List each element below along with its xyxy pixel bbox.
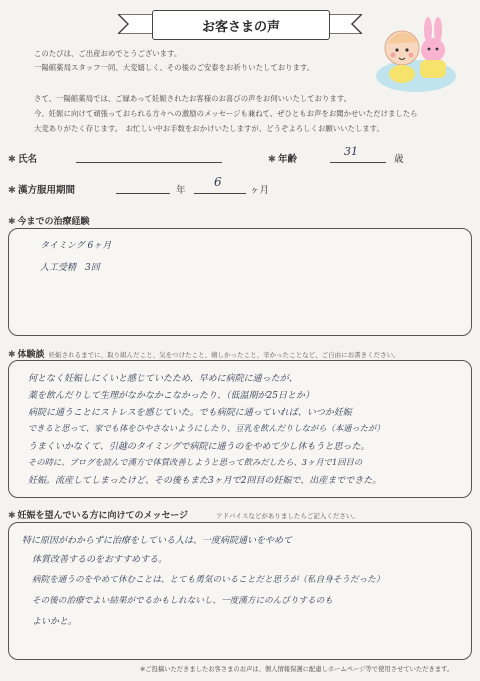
age-label-text: 年齢 <box>277 154 297 165</box>
name-label-text: 氏名 <box>17 154 37 165</box>
name-field-label <box>8 151 37 165</box>
experience-note: 妊娠されるまでに、取り組んだこと、気をつけたこと、嬉しかったこと、辛かったことなど、ご自由にお書きください。 <box>48 351 400 359</box>
history-line: 人工受精 3回 <box>40 263 100 273</box>
message-note: アドバイスなどがありましたらご記入ください。 <box>216 512 359 520</box>
page-title: お客さまの声 <box>152 10 330 40</box>
message-line: 病院を通うのをやめて休むことは、とても勇気のいることだと思うが（私自身そうだった） <box>32 575 385 585</box>
message-line: よいかと。 <box>32 617 78 627</box>
message-section-title <box>8 508 359 521</box>
history-title-text: 今までの治療経験 <box>17 217 90 227</box>
intro-line: さて、一陽館薬局では、ご縁あって妊娠されたお客様のお喜びの声をお伺いいたしております。 <box>34 94 351 103</box>
age-field-label <box>268 151 297 165</box>
intro-line: 今、妊娠に向けて頑張っておられる方々への激励のメッセージも兼ねて、ぜひともお声をお聞かせいただけましたら <box>34 109 418 118</box>
intro-line: 一陽館薬局スタッフ一同、大変嬉しく、その後のご安泰をお祈りいたしております。 <box>34 63 315 72</box>
year-unit: 年 <box>176 185 186 196</box>
baby-bunny-illustration <box>372 14 462 96</box>
history-line: タイミング 6ヶ月 <box>40 241 112 251</box>
star-icon: ✱ <box>8 185 16 196</box>
experience-line: 薬を飲んだりして生理がなかなかこなかったり、（低温期が25日とか） <box>28 391 314 401</box>
experience-line: うまくいかなくて、引越のタイミングで病院に通うのをやめて少し休もうと思った。 <box>28 442 370 452</box>
age-field[interactable] <box>330 150 386 163</box>
experience-title-text: 体験談 <box>17 350 45 360</box>
message-line: 特に原因がわからずに治療をしている人は、一度病院通いをやめて <box>22 536 293 546</box>
message-title-text: 妊娠を望んでいる方に向けてのメッセージ <box>17 511 189 521</box>
experience-line: 病院に通うことにストレスを感じていた。でも病院に通っていれば、いつか妊娠 <box>28 408 352 418</box>
star-icon: ✱ <box>8 154 16 165</box>
star-icon: ✱ <box>8 350 16 360</box>
star-icon: ✱ <box>268 154 276 165</box>
message-line: 体質改善するのをおすすめする。 <box>32 555 168 565</box>
experience-line: その時に、ブログを読んで漢方で体質改善しようと思って飲みだしたら、3ヶ月で1回目の <box>28 457 363 467</box>
usage-label-text: 漢方服用期間 <box>17 185 75 196</box>
months-value: 6 <box>214 175 222 189</box>
history-section-title <box>8 214 90 227</box>
intro-line: 大変ありがたく存じます。 お忙しい中お手数をおかけいたしますが、どうぞよろしくお願いいたします。 <box>34 124 384 133</box>
years-field[interactable] <box>116 181 170 194</box>
star-icon: ✱ <box>8 511 16 521</box>
usage-period-label <box>8 182 75 196</box>
intro-line: このたびは、ご出産おめでとうございます。 <box>34 49 182 58</box>
privacy-footnote: ※ご投稿いただきましたお客さまのお声は、個人情報保護に配慮しホームページ等で使用させていただきます。 <box>140 666 454 673</box>
name-field[interactable] <box>76 150 222 163</box>
age-unit: 歳 <box>394 154 404 165</box>
experience-line: できると思って、家でも体をひやさないようにしたり、豆乳を飲んだりしながら（本通ったが） <box>28 423 385 433</box>
experience-line: 何となく妊娠しにくいと感じていたため、早めに病院に通ったが、 <box>28 374 298 384</box>
month-unit: ヶ月 <box>250 185 270 196</box>
experience-line: 妊娠。流産してしまったけど、その後もまた3ヶ月で2回目の妊娠で、出産までできた。 <box>28 476 382 486</box>
age-value: 31 <box>344 145 358 158</box>
message-line: その後の治療でよい結果がでるかもしれないし、一度漢方にのんびりするのも <box>32 596 333 606</box>
star-icon: ✱ <box>8 217 16 227</box>
experience-section-title <box>8 347 400 360</box>
